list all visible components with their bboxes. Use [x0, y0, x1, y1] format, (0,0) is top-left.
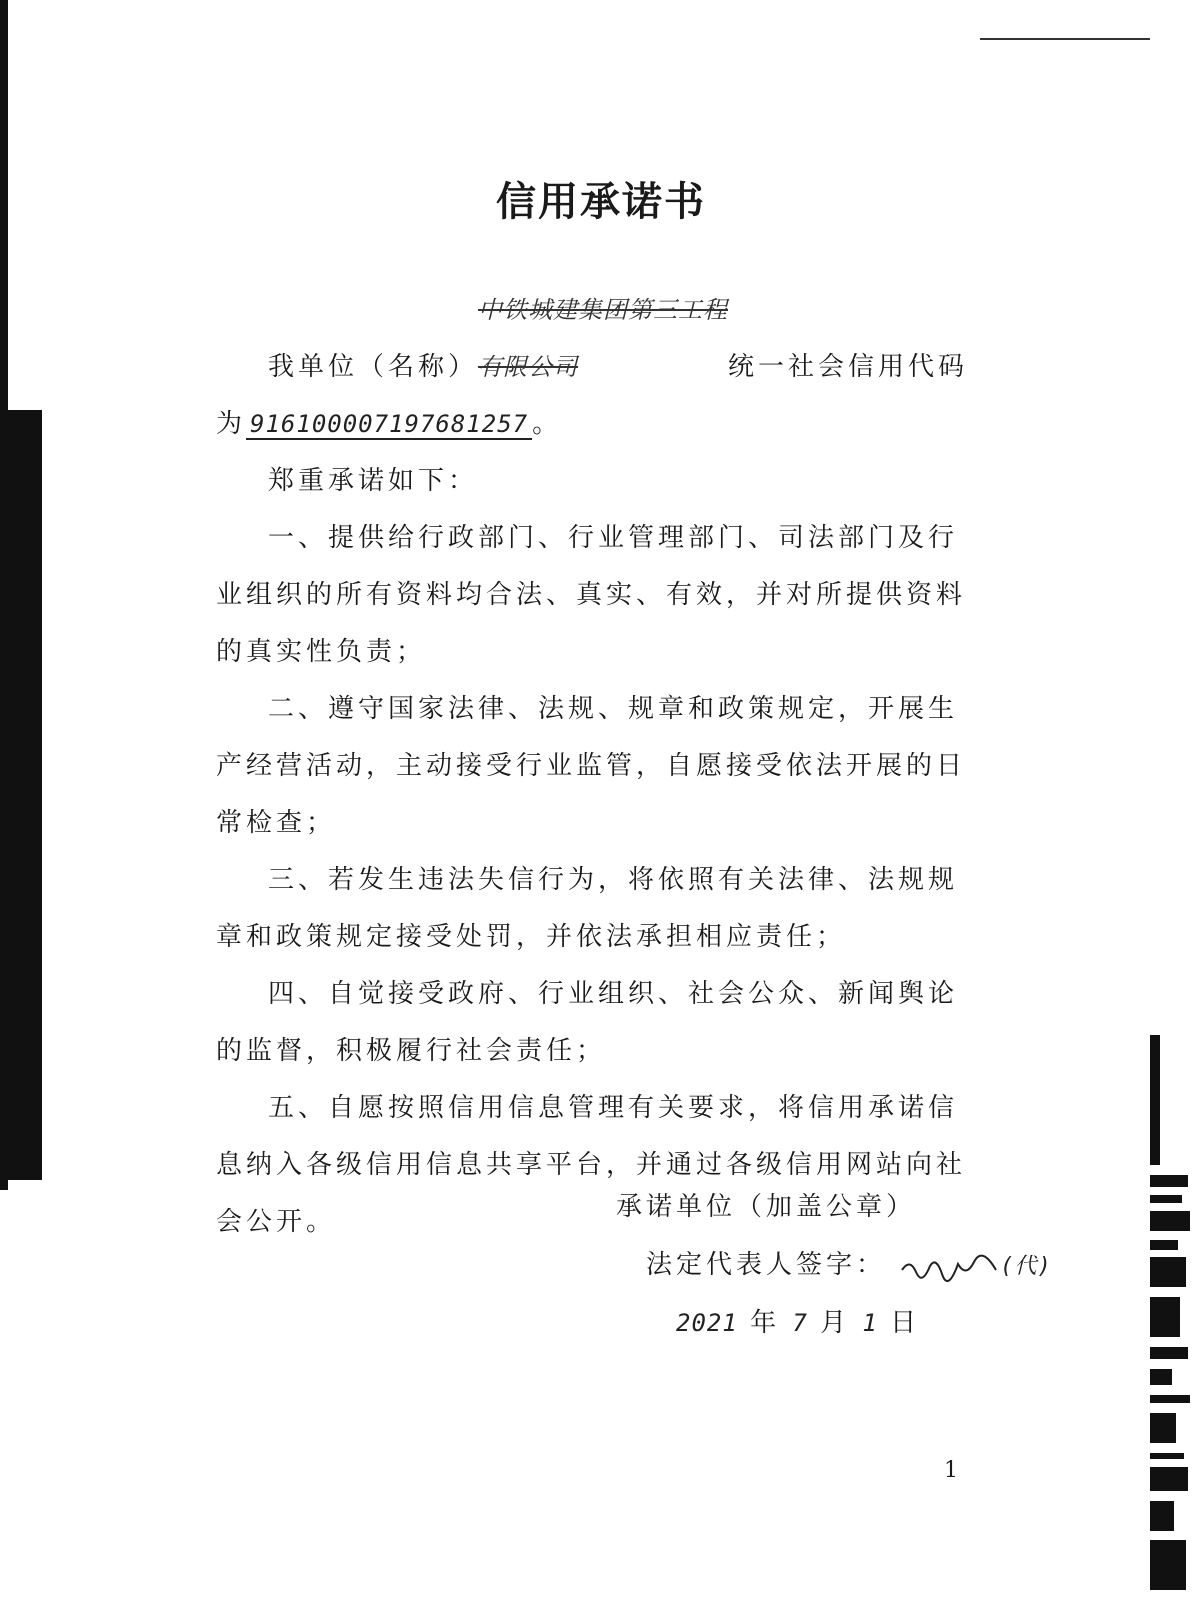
intro-line	[216, 282, 986, 396]
date-day-suffix: 日	[890, 1308, 921, 1338]
code-prefix: 为	[216, 409, 247, 439]
date-year: 2021	[676, 1309, 738, 1337]
handwritten-signature	[900, 1250, 1000, 1284]
rep-label: 法定代表人签字：	[646, 1250, 887, 1280]
date-month: 7	[792, 1309, 808, 1337]
pledge-intro: 郑重承诺如下：	[268, 466, 479, 496]
rep-signature	[886, 1254, 1052, 1279]
representative-line	[646, 1244, 1066, 1284]
pledge-item: 二、遵守国家法律、法规、规章和政策规定，开展生产经营活动，主动接受行业监管，自愿接受依法开展的日常检查；	[216, 694, 967, 838]
pledge-item: 五、自愿按照信用信息管理有关要求，将信用承诺信息纳入各级信用信息共享平台，并通过各级信用网站向社会公开。	[216, 1093, 967, 1237]
scan-edge-top	[980, 38, 1150, 40]
date-line	[676, 1302, 1096, 1339]
date-month-suffix: 月	[820, 1308, 851, 1338]
unit-seal-label: 承诺单位（加盖公章）	[616, 1192, 917, 1222]
barcode-strip	[1150, 1035, 1195, 1595]
document-body	[216, 282, 986, 1251]
scan-shadow-left	[0, 410, 42, 1180]
code-suffix: 。	[532, 409, 563, 439]
rep-signature-note: (代)	[1000, 1254, 1052, 1279]
intro-prefix: 我单位（名称）	[268, 352, 479, 382]
credit-code-handwritten: 916100007197681257	[246, 410, 532, 440]
date-day: 1	[862, 1309, 878, 1337]
pledge-item: 一、提供给行政部门、行业管理部门、司法部门及行业组织的所有资料均合法、真实、有效，并对所提供资料的真实性负责；	[216, 523, 967, 667]
unit-name-handwritten: 中铁城建集团第三工程有限公司	[478, 296, 729, 381]
intro-suffix: 统一社会信用代码	[728, 352, 969, 382]
signature-block	[616, 1186, 1036, 1223]
pledge-item: 三、若发生违法失信行为，将依照有关法律、法规规章和政策规定接受处罚，并依法承担相应责任；	[216, 865, 959, 952]
document-title: 信用承诺书	[496, 179, 706, 225]
credit-code-line	[216, 396, 986, 453]
page-number: 1	[944, 1458, 958, 1483]
pledge-item: 四、自觉接受政府、行业组织、社会公众、新闻舆论的监督，积极履行社会责任；	[216, 979, 959, 1066]
date-year-suffix: 年	[750, 1308, 781, 1338]
